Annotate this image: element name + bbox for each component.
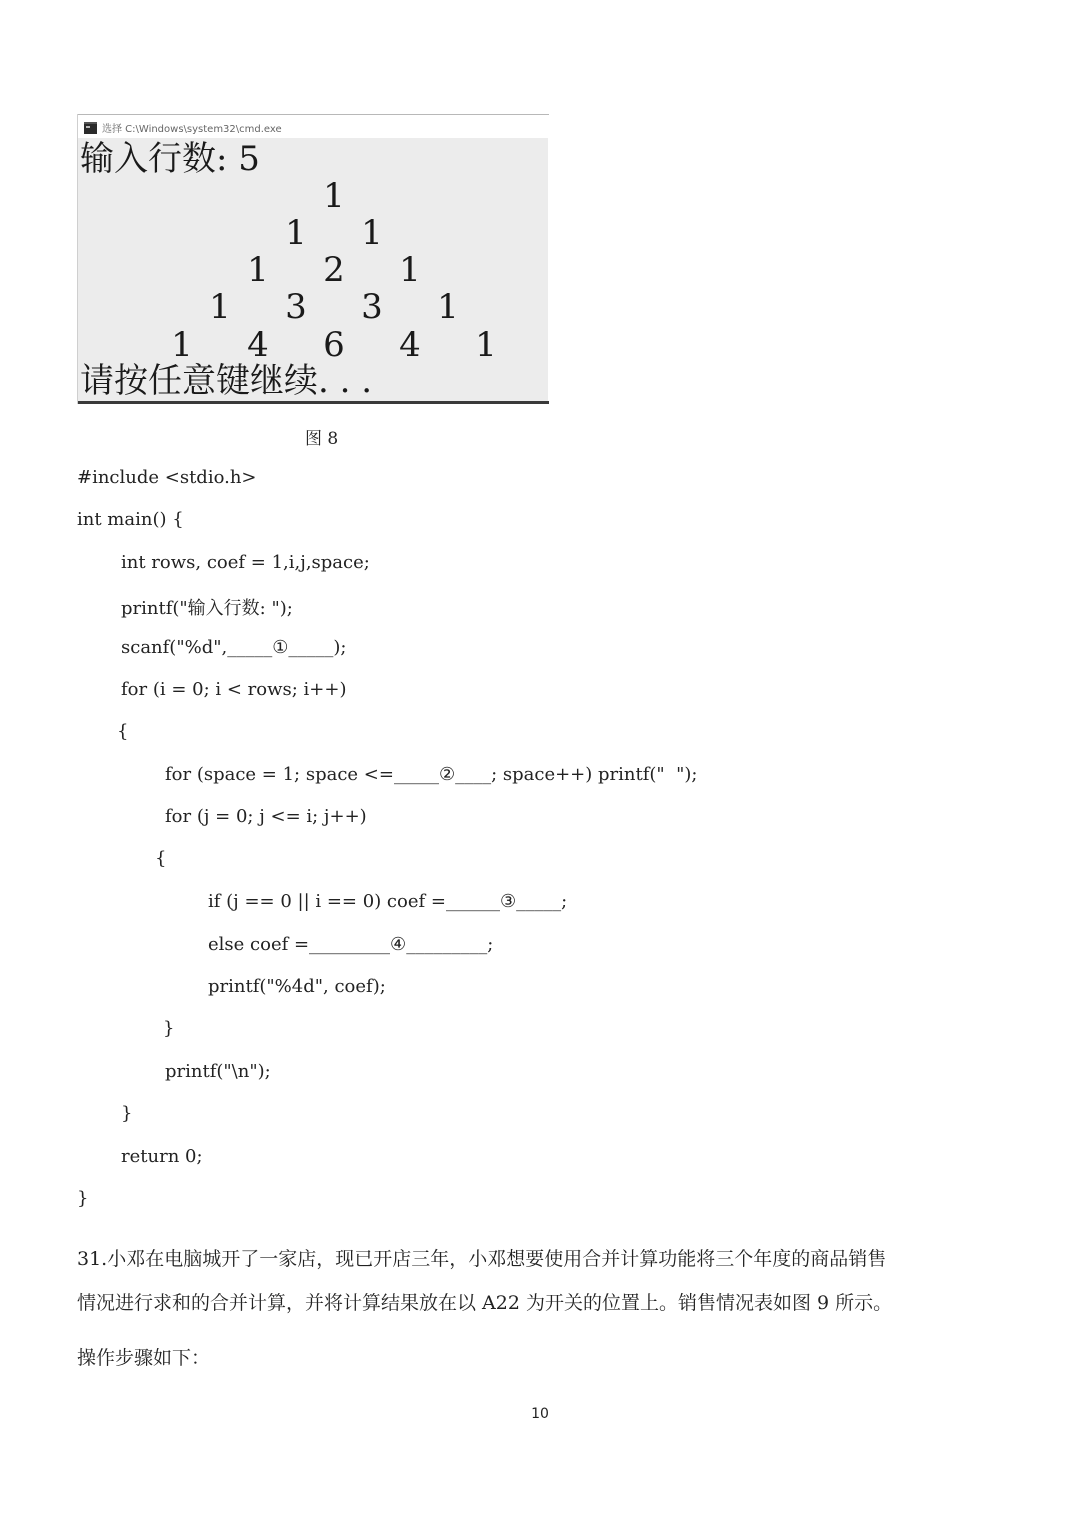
cmd-icon [84,122,97,134]
code-line: { [155,848,167,869]
code-line: printf("%4d", coef); [208,976,386,997]
triangle-cell: 1 [171,325,193,365]
triangle-cell: 1 [399,250,421,290]
code-line: } [121,1103,133,1124]
triangle-cell: 1 [475,325,497,365]
triangle-cell: 1 [285,213,307,253]
console-bottom-border [78,401,549,404]
triangle-cell: 1 [247,250,269,290]
code-line: } [163,1018,175,1039]
triangle-cell: 1 [437,287,459,327]
code-line: return 0; [121,1146,203,1167]
triangle-cell: 1 [323,176,345,216]
question-text-line1: 31.小邓在电脑城开了一家店，现已开店三年，小邓想要使用合并计算功能将三个年度的商品销售 [77,1248,887,1270]
code-line: if (j == 0 || i == 0) coef =______③_____; [208,891,568,912]
code-line: for (j = 0; j <= i; j++) [165,806,367,827]
console-window [77,114,548,404]
console-prompt: 输入行数: 5 [80,139,260,179]
code-line: } [77,1188,89,1209]
triangle-cell: 1 [361,213,383,253]
code-line: int main() { [77,509,184,530]
triangle-cell: 2 [323,250,345,290]
code-line: { [117,721,129,742]
question-text-line3: 操作步骤如下： [77,1347,211,1369]
code-line: #include <stdio.h> [77,467,257,488]
triangle-cell: 4 [399,325,421,365]
code-line: else coef =_________④_________; [208,934,494,955]
code-line: for (space = 1; space <=_____②____; space++) printf(" "); [165,764,698,785]
triangle-cell: 3 [285,287,307,327]
triangle-cell: 3 [361,287,383,327]
question-text-line2: 情况进行求和的合并计算，并将计算结果放在以 A22 为开关的位置上。销售情况表如图 9 所示。 [77,1292,893,1314]
console-window-title: 选择 C:\Windows\system32\cmd.exe [102,124,282,135]
console-titlebar [78,114,549,138]
code-line: int rows, coef = 1,i,j,space; [121,552,370,573]
page-number: 10 [531,1406,549,1422]
code-line: for (i = 0; i < rows; i++) [121,679,347,700]
code-line: printf("\n"); [165,1061,271,1082]
figure-caption: 图 8 [305,429,339,449]
code-line: printf("输入行数: "); [121,598,293,619]
code-line: scanf("%d",_____①_____); [121,637,347,658]
triangle-cell: 6 [323,325,345,365]
triangle-cell: 4 [247,325,269,365]
console-continue-message: 请按任意键继续. . . [80,361,373,401]
triangle-cell: 1 [209,287,231,327]
